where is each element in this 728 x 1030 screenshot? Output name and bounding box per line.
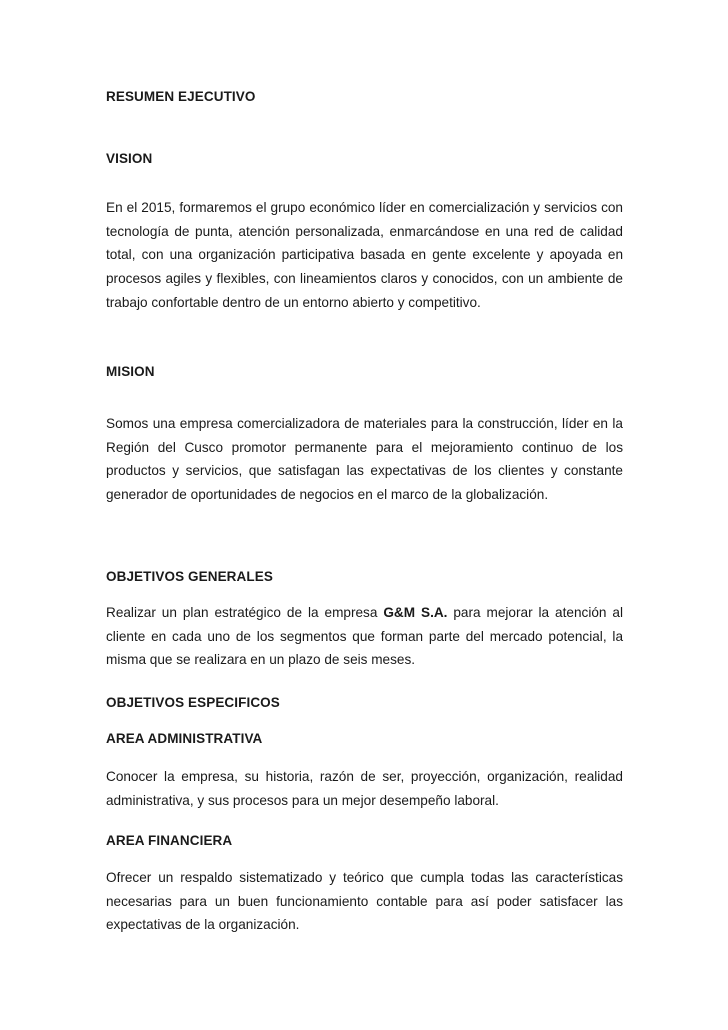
- area-financiera-heading: AREA FINANCIERA: [106, 833, 233, 848]
- mision-heading: MISION: [106, 364, 155, 379]
- objetivos-generales-paragraph: [106, 601, 623, 672]
- area-administrativa-paragraph: Conocer la empresa, su historia, razón de ser, proyección, organización, realidad administrativa, y sus procesos para un mejor desempeño laboral.: [106, 769, 623, 808]
- document-title: RESUMEN EJECUTIVO: [106, 89, 256, 104]
- objetivos-generales-heading: OBJETIVOS GENERALES: [106, 569, 273, 584]
- area-financiera-paragraph: Ofrecer un respaldo sistematizado y teórico que cumpla todas las características necesarias para un buen funcionamiento contable para así poder satisfacer las expectativas de la organización.: [106, 870, 623, 933]
- vision-heading: VISION: [106, 151, 153, 166]
- objetivos-generales-text-before: Realizar un plan estratégico de la empresa: [106, 605, 384, 620]
- company-name: G&M S.A.: [383, 605, 448, 620]
- mision-paragraph: Somos una empresa comercializadora de materiales para la construcción, líder en la Región del Cusco promotor permanente para el mejoramiento continuo de los productos y servicios, que satisfagan las expectativas de los clientes y constante generador de oportunidades de negocios en el marco de la globalización.: [106, 416, 623, 503]
- area-administrativa-heading: AREA ADMINISTRATIVA: [106, 731, 263, 746]
- vision-paragraph: En el 2015, formaremos el grupo económico líder en comercialización y servicios con tecnología de punta, atención personalizada, enmarcándose en una red de calidad total, con una organización participativa basada en gente excelente y apoyada en procesos agiles y flexibles, con lineamientos claros y conocidos, con un ambiente de trabajo confortable dentro de un entorno abierto y competitivo.: [106, 200, 623, 310]
- objetivos-especificos-heading: OBJETIVOS ESPECIFICOS: [106, 695, 280, 710]
- objetivos-generales-text-after: para mejorar la atención al cliente en cada uno de los segmentos que forman parte del mercado potencial, la misma que se realizara en un plazo de seis meses.: [106, 605, 623, 668]
